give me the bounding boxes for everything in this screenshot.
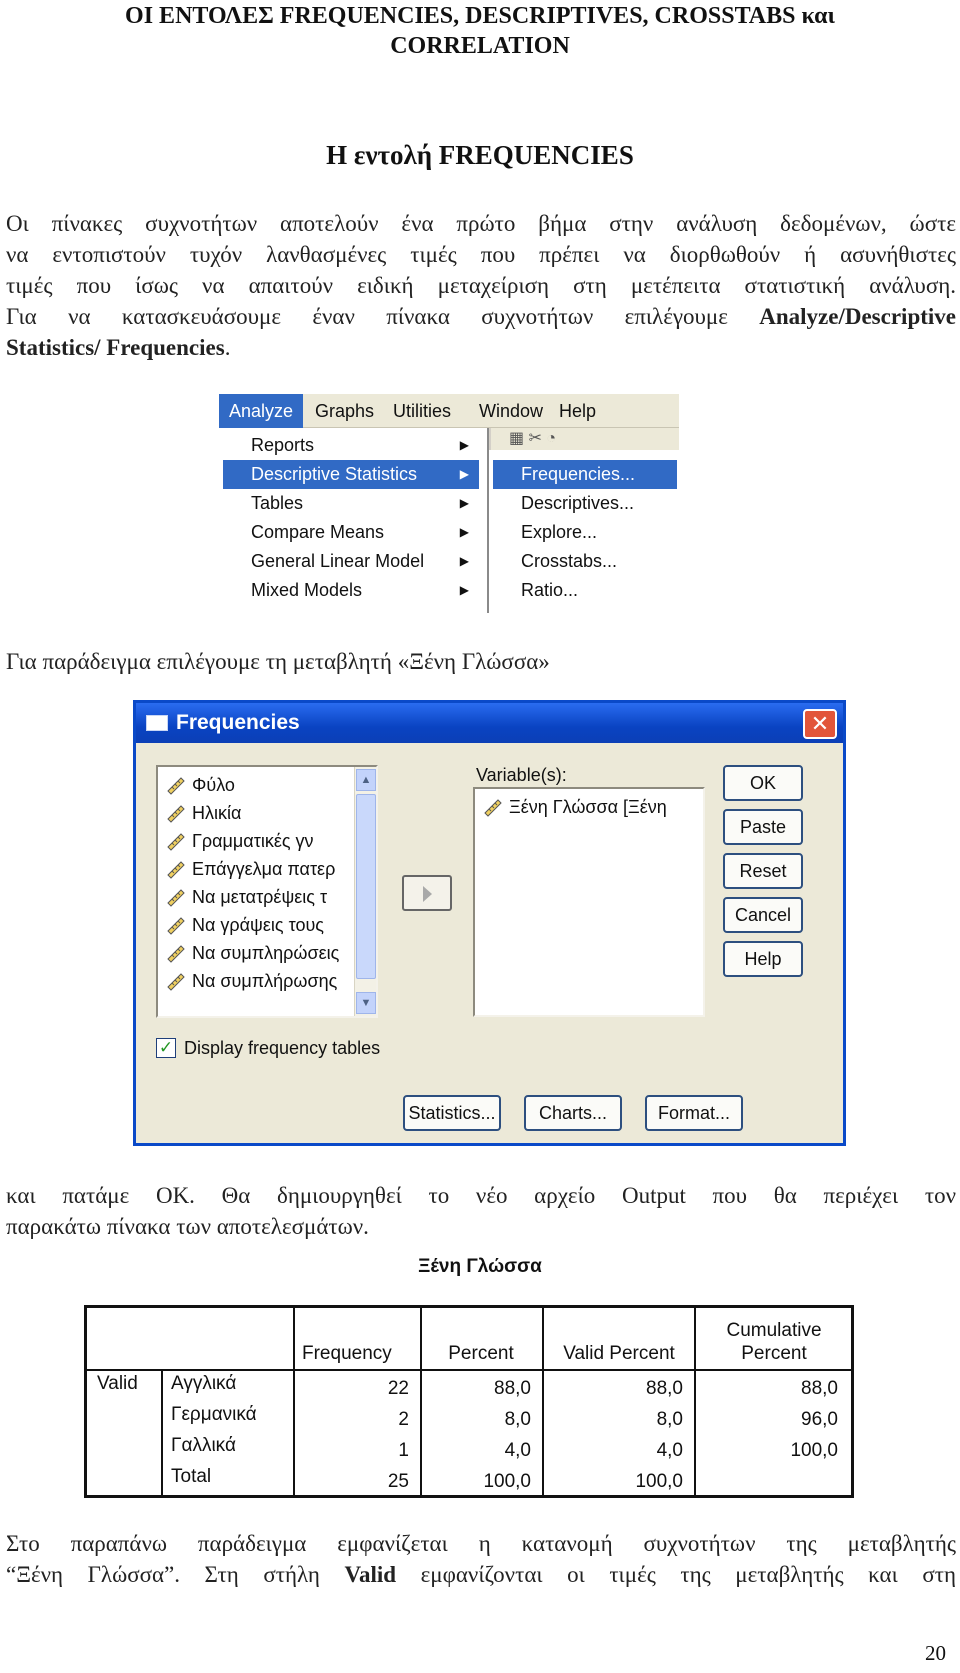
- list-item[interactable]: [483, 793, 703, 821]
- list-item[interactable]: [166, 855, 351, 883]
- submenu-arrow-icon: ▶: [459, 438, 469, 452]
- table-divider: [293, 1308, 295, 1495]
- paste-button[interactable]: Paste: [723, 809, 803, 845]
- header-cumulative: Cumulative: [726, 1320, 822, 1341]
- row-label: Γαλλικά: [171, 1435, 236, 1456]
- menu-item-label: Tables: [251, 493, 304, 513]
- menu-path-bold: Statistics/ Frequencies: [6, 335, 225, 360]
- menu-item-label: Compare Means: [251, 522, 385, 542]
- table-divider: [161, 1371, 163, 1495]
- menu-item-frequencies[interactable]: Frequencies...: [493, 460, 677, 489]
- paragraph-line: [6, 332, 956, 363]
- cell-cumulative: 96,0: [801, 1409, 838, 1430]
- statistics-button[interactable]: Statistics...: [403, 1095, 501, 1131]
- window-icon: [146, 715, 168, 731]
- menu-utilities[interactable]: Utilities: [393, 401, 452, 421]
- ruler-icon: [166, 775, 186, 795]
- list-item-label: Να γράψεις τους: [192, 915, 324, 935]
- scroll-thumb[interactable]: [356, 794, 376, 979]
- analyze-submenu: [219, 428, 489, 613]
- menu-item-label: Reports: [251, 435, 315, 455]
- checkmark-icon: ✓: [158, 1038, 174, 1057]
- cell-percent: 88,0: [494, 1378, 531, 1399]
- cell-percent: 4,0: [504, 1440, 531, 1461]
- submenu-arrow-icon: ▶: [459, 525, 469, 539]
- format-button[interactable]: Format...: [645, 1095, 743, 1131]
- ruler-icon: [166, 887, 186, 907]
- spss-menu-screenshot: [219, 394, 679, 613]
- submenu-arrow-icon: ▶: [459, 554, 469, 568]
- selected-variable-list[interactable]: [473, 787, 705, 1017]
- explanation-paragraph: [6, 1528, 956, 1590]
- list-item-label: Ηλικία: [192, 803, 242, 823]
- menu-item-descriptives[interactable]: Descriptives...: [521, 493, 635, 513]
- menu-item-tables[interactable]: [223, 489, 479, 518]
- cell-valid-percent: 88,0: [646, 1378, 683, 1399]
- cell-frequency: 25: [387, 1471, 409, 1492]
- intro-paragraph: [6, 208, 956, 363]
- list-item[interactable]: [166, 967, 351, 995]
- paragraph-line: και πατάμε OK. Θα δημιουργηθεί το νέο αρχείο Output που θα περιέχει τον: [6, 1183, 956, 1208]
- descriptive-statistics-submenu: [489, 450, 679, 613]
- move-variable-button[interactable]: [402, 875, 452, 911]
- row-label-total: Total: [171, 1466, 212, 1487]
- paragraph-line: τιμές που ίσως να απαιτούν ειδική μεταχείριση στη μετέπειτα στατιστική ανάλυση.: [6, 273, 956, 298]
- paragraph-text: .: [224, 335, 231, 360]
- list-scrollbar[interactable]: [354, 767, 376, 1016]
- paragraph-text: εμφανίζονται οι τιμές της μεταβλητής και στη: [396, 1562, 956, 1587]
- cell-valid-percent: 8,0: [656, 1409, 683, 1430]
- ruler-icon: [166, 803, 186, 823]
- row-label: Γερμανικά: [171, 1404, 257, 1425]
- menu-window[interactable]: Window: [479, 401, 544, 421]
- document-title-line-2: CORRELATION: [390, 33, 570, 59]
- list-item-label: Γραμματικές γν: [192, 831, 314, 851]
- list-item[interactable]: [166, 883, 351, 911]
- cell-percent: 100,0: [483, 1471, 531, 1492]
- menu-item-mixed-models[interactable]: [223, 576, 479, 605]
- paragraph-line: [6, 1559, 956, 1590]
- menu-item-label: Mixed Models: [251, 580, 363, 600]
- ruler-icon: [166, 943, 186, 963]
- group-label-valid: Valid: [97, 1373, 138, 1394]
- table-title: Ξένη Γλώσσα: [418, 1256, 542, 1277]
- arrow-right-icon: [423, 886, 432, 902]
- paragraph-text: Για να κατασκευάσουμε έναν πίνακα συχνοτήτων επιλέγουμε: [6, 304, 760, 329]
- table-divider: [420, 1308, 422, 1495]
- paragraph-line: παρακάτω πίνακα των αποτελεσμάτων.: [6, 1214, 369, 1239]
- list-item-label: Να μετατρέψεις τ: [192, 887, 328, 907]
- header-frequency: Frequency: [302, 1343, 392, 1364]
- list-item-label: Επάγγελμα πατερ: [192, 859, 336, 879]
- paragraph-line: [6, 301, 956, 332]
- list-item-label: Φύλο: [192, 775, 235, 795]
- paragraph-line: Οι πίνακες συχνοτήτων αποτελούν ένα πρώτο βήμα στην ανάλυση δεδομένων, ώστε: [6, 211, 956, 236]
- cell-cumulative: 100,0: [790, 1440, 838, 1461]
- paragraph-line: να εντοπιστούν τυχόν λανθασμένες τιμές που πρέπει να διορθωθούν ή ασυνήθιστες: [6, 242, 956, 267]
- list-item[interactable]: [166, 911, 351, 939]
- charts-button[interactable]: Charts...: [524, 1095, 622, 1131]
- display-frequency-tables-checkbox[interactable]: [156, 1038, 176, 1058]
- cell-frequency: 2: [398, 1409, 409, 1430]
- menu-analyze[interactable]: Analyze: [219, 394, 303, 428]
- ruler-icon: [483, 797, 503, 817]
- menu-item-compare-means[interactable]: [223, 518, 479, 547]
- dialog-title: Frequencies: [176, 711, 300, 734]
- submenu-arrow-icon: ▶: [459, 496, 469, 510]
- cell-valid-percent: 4,0: [656, 1440, 683, 1461]
- scroll-down-icon[interactable]: ▼: [356, 992, 376, 1014]
- list-item[interactable]: [166, 827, 351, 855]
- source-variable-list[interactable]: [156, 765, 378, 1018]
- list-item-label: Να συμπληρώσεις: [192, 943, 340, 963]
- ruler-icon: [166, 915, 186, 935]
- document-title-line-1: ΟΙ ΕΝΤΟΛΕΣ FREQUENCIES, DESCRIPTIVES, CROSSTABS και: [125, 3, 835, 29]
- list-item[interactable]: [166, 771, 351, 799]
- toolbar-strip: [489, 428, 679, 450]
- list-item-label: Να συμπλήρωσης: [192, 971, 338, 991]
- row-label: Αγγλικά: [171, 1373, 237, 1394]
- example-paragraph: Για παράδειγμα επιλέγουμε τη μεταβλητή «Ξένη Γλώσσα»: [6, 649, 550, 674]
- cell-percent: 8,0: [504, 1409, 531, 1430]
- menu-item-label: General Linear Model: [251, 551, 425, 571]
- result-paragraph: [6, 1180, 956, 1242]
- table-header-divider: [87, 1369, 851, 1371]
- menu-help[interactable]: Help: [559, 401, 597, 421]
- frequency-table: [84, 1305, 854, 1498]
- header-percent: Percent: [448, 1343, 514, 1364]
- help-button[interactable]: Help: [723, 941, 803, 977]
- cell-valid-percent: 100,0: [635, 1471, 683, 1492]
- dialog-title-bar: [136, 703, 843, 743]
- paragraph-text: “Ξένη Γλώσσα”. Στη στήλη: [6, 1562, 345, 1587]
- menu-item-ratio[interactable]: Ratio...: [521, 580, 579, 600]
- scroll-up-icon[interactable]: ▲: [356, 769, 376, 791]
- table-divider: [542, 1308, 544, 1495]
- variables-label: Variable(s):: [476, 765, 567, 785]
- header-cumulative-percent: Percent: [741, 1343, 807, 1364]
- menu-item-reports[interactable]: [223, 431, 479, 460]
- ok-button[interactable]: OK: [723, 765, 803, 801]
- menu-item-label: Descriptive Statistics: [251, 464, 418, 484]
- menu-item-crosstabs[interactable]: Crosstabs...: [521, 551, 618, 571]
- close-button[interactable]: ✕: [803, 709, 837, 739]
- list-item[interactable]: [166, 939, 351, 967]
- ruler-icon: [166, 831, 186, 851]
- column-name-bold: Valid: [344, 1562, 397, 1587]
- reset-button[interactable]: Reset: [723, 853, 803, 889]
- toolbar-icon: ▦ ✂ ◔: [509, 430, 557, 447]
- cancel-button[interactable]: Cancel: [723, 897, 803, 933]
- paragraph-line: Στο παραπάνω παράδειγμα εμφανίζεται η κατανομή συχνοτήτων της μεταβλητής: [6, 1531, 956, 1556]
- list-item[interactable]: [166, 799, 351, 827]
- header-valid-percent: Valid Percent: [563, 1343, 675, 1364]
- cell-cumulative: 88,0: [801, 1378, 838, 1399]
- checkbox-label: Display frequency tables: [184, 1038, 381, 1058]
- list-item-label: Ξένη Γλώσσα [Ξένη: [509, 797, 667, 817]
- submenu-arrow-icon: ▶: [459, 467, 469, 481]
- ruler-icon: [166, 859, 186, 879]
- submenu-arrow-icon: ▶: [459, 583, 469, 597]
- page-number: 20: [925, 1641, 946, 1665]
- cell-frequency: 22: [387, 1378, 409, 1399]
- frequencies-dialog: [133, 700, 846, 1146]
- table-divider: [694, 1308, 696, 1495]
- menu-path-bold: Analyze/Descriptive: [759, 304, 956, 329]
- ruler-icon: [166, 971, 186, 991]
- menu-item-explore[interactable]: Explore...: [521, 522, 598, 542]
- menu-item-descriptive-statistics[interactable]: [223, 460, 479, 489]
- cell-frequency: 1: [398, 1440, 409, 1461]
- menubar: [219, 394, 679, 428]
- menu-graphs[interactable]: Graphs: [315, 401, 375, 421]
- section-heading: Η εντολή FREQUENCIES: [326, 140, 634, 170]
- menu-item-general-linear-model[interactable]: [223, 547, 479, 576]
